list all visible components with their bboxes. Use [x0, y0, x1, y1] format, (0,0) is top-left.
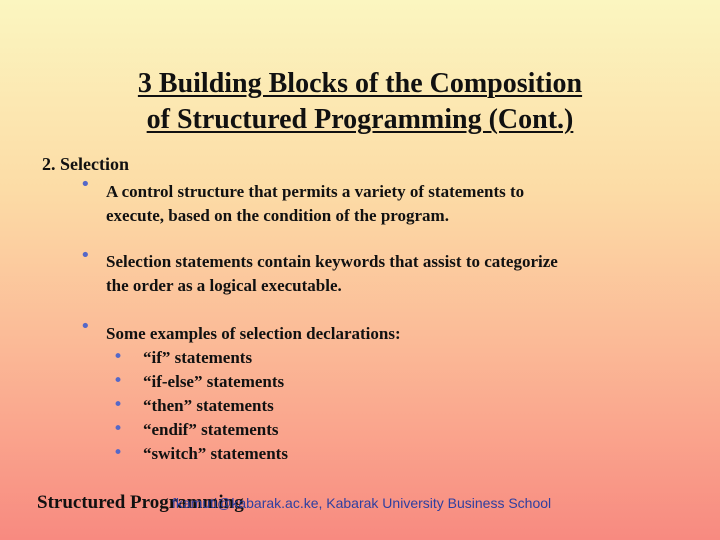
bullet-item-1	[106, 180, 666, 228]
slide-title-line-1: 3 Building Blocks of the Composition	[137, 68, 583, 99]
selection-examples-list	[113, 346, 288, 466]
bullet-icon: •	[113, 419, 124, 439]
example-endif: “endif” statements	[143, 420, 279, 439]
bullet-item-3	[106, 322, 666, 346]
list-item	[113, 394, 288, 418]
bullet-icon: •	[80, 245, 91, 266]
bullet-item-3-line-1: Some examples of selection declarations:	[106, 324, 401, 343]
footer-course-title: Structured Programming	[37, 492, 244, 513]
bullet-icon: •	[80, 174, 91, 195]
example-if: “if” statements	[143, 348, 253, 367]
example-switch: “switch” statements	[143, 444, 288, 463]
bullet-item-1-line-2: execute, based on the condition of the program.	[106, 206, 449, 225]
example-then: “then” statements	[143, 396, 274, 415]
list-item	[113, 370, 288, 394]
bullet-icon: •	[113, 347, 124, 367]
slide-title-line-2: of Structured Programming (Cont.)	[146, 104, 574, 135]
slide-title	[60, 66, 660, 138]
bullet-item-2	[106, 250, 666, 298]
bullet-item-1-line-1: A control structure that permits a variety of statements to	[106, 182, 525, 201]
example-if-else: “if-else” statements	[143, 372, 285, 391]
footer-contact: fkamuti@kabarak.ac.ke, Kabarak University Business School	[172, 495, 552, 511]
bullet-icon: •	[80, 316, 91, 337]
bullet-item-2-line-2: the order as a logical executable.	[106, 276, 342, 295]
bullet-icon: •	[113, 371, 124, 391]
bullet-item-2-line-1: Selection statements contain keywords that assist to categorize	[106, 252, 558, 271]
list-item	[113, 442, 288, 466]
list-item	[113, 346, 288, 370]
section-heading: 2. Selection	[42, 154, 129, 174]
list-item	[113, 418, 288, 442]
bullet-icon: •	[113, 395, 124, 415]
bullet-icon: •	[113, 443, 124, 463]
